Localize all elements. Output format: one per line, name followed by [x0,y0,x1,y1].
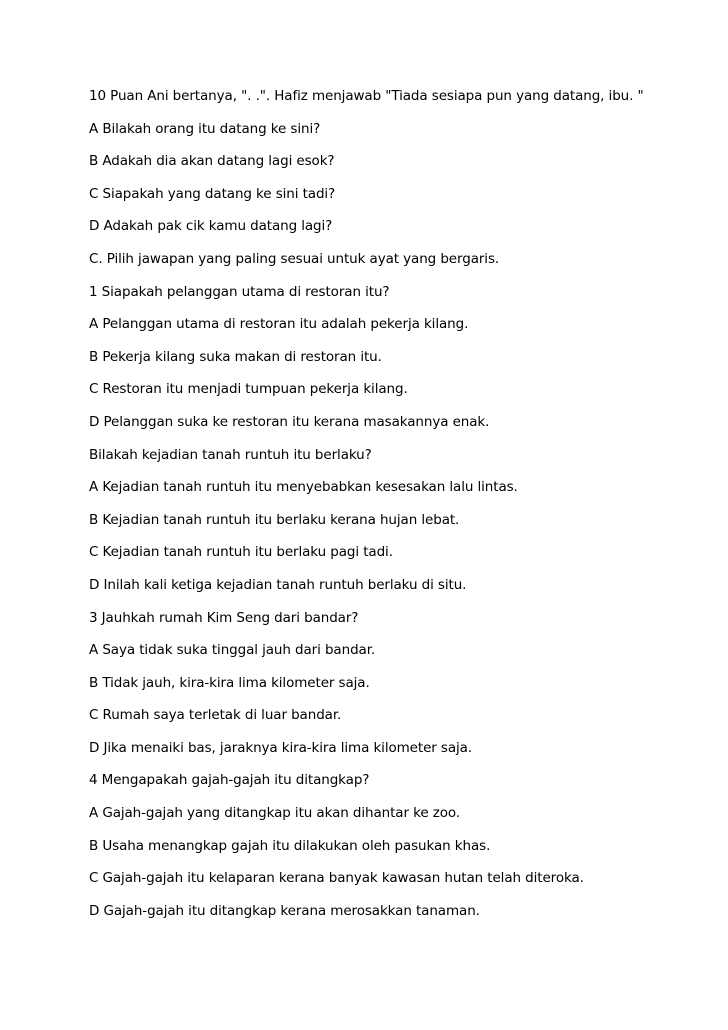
option-b: B Adakah dia akan datang lagi esok? [89,153,335,170]
option-a: A Pelanggan utama di restoran itu adalah pekerja kilang. [89,316,469,333]
option-c: C Siapakah yang datang ke sini tadi? [89,185,336,202]
option-a: A Gajah-gajah yang ditangkap itu akan dihantar ke zoo. [89,805,460,822]
option-d: D Inilah kali ketiga kejadian tanah runtuh berlaku di situ. [89,576,467,593]
option-d: D Gajah-gajah itu ditangkap kerana merosakkan tanaman. [89,902,480,919]
question-1: 1 Siapakah pelanggan utama di restoran itu? [89,283,390,300]
option-c: C Kejadian tanah runtuh itu berlaku pagi tadi. [89,544,393,561]
option-b: B Kejadian tanah runtuh itu berlaku kerana hujan lebat. [89,511,460,528]
option-d: D Adakah pak cik kamu datang lagi? [89,218,333,235]
option-a: A Saya tidak suka tinggal jauh dari bandar. [89,642,376,659]
option-c: C Rumah saya terletak di luar bandar. [89,707,342,724]
option-a: A Bilakah orang itu datang ke sini? [89,120,321,137]
option-d: D Jika menaiki bas, jaraknya kira-kira lima kilometer saja. [89,739,473,756]
option-d: D Pelanggan suka ke restoran itu kerana masakannya enak. [89,413,490,430]
question-4: 4 Mengapakah gajah-gajah itu ditangkap? [89,772,370,789]
option-a: A Kejadian tanah runtuh itu menyebabkan kesesakan lalu lintas. [89,479,518,496]
section-instruction: C. Pilih jawapan yang paling sesuai untuk ayat yang bergaris. [89,250,500,267]
text-body [89,88,709,935]
option-b: B Usaha menangkap gajah itu dilakukan oleh pasukan khas. [89,837,491,854]
option-b: B Pekerja kilang suka makan di restoran itu. [89,348,382,365]
option-b: B Tidak jauh, kira-kira lima kilometer saja. [89,674,370,691]
question-2: Bilakah kejadian tanah runtuh itu berlaku? [89,446,372,463]
option-c: C Restoran itu menjadi tumpuan pekerja kilang. [89,381,408,398]
question-10: 10 Puan Ani bertanya, ". .". Hafiz menjawab "Tiada sesiapa pun yang datang, ibu. " [89,88,644,104]
question-3: 3 Jauhkah rumah Kim Seng dari bandar? [89,609,359,626]
option-c: C Gajah-gajah itu kelaparan kerana banyak kawasan hutan telah diteroka. [89,870,584,887]
